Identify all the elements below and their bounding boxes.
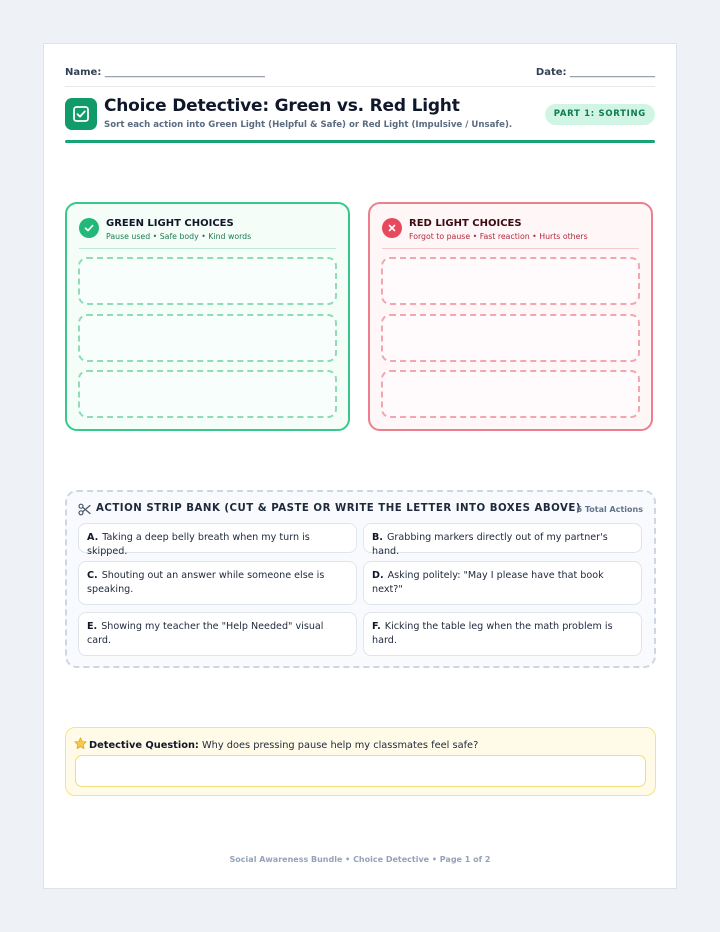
- detective-question: [65, 727, 656, 796]
- name-field[interactable]: [65, 67, 265, 78]
- action-strip[interactable]: [78, 612, 357, 656]
- green-card-subtitle: Pause used • Safe body • Kind words: [106, 232, 252, 241]
- check-icon: [79, 218, 99, 238]
- name-label: Name:: [65, 67, 102, 78]
- date-line: _________________: [570, 67, 655, 78]
- action-strip[interactable]: [78, 561, 357, 605]
- red-drop-box[interactable]: [381, 370, 640, 418]
- strip-text: Taking a deep belly breath when my turn is skipped.: [87, 532, 310, 557]
- title-divider: [65, 140, 655, 143]
- name-line: ________________________________: [104, 67, 265, 78]
- strip-text: Kicking the table leg when the math problem is hard.: [372, 621, 613, 646]
- strip-text: Asking politely: "May I please have that book next?": [372, 570, 604, 595]
- strip-letter: E.: [87, 621, 98, 632]
- red-card-title: RED LIGHT CHOICES: [409, 218, 522, 229]
- x-icon: [382, 218, 402, 238]
- title-block: [65, 96, 655, 142]
- action-strip[interactable]: [363, 612, 642, 656]
- page-title: Choice Detective: Green vs. Red Light: [104, 96, 460, 116]
- date-label: Date:: [535, 67, 567, 78]
- scissors-icon: [78, 503, 91, 516]
- strip-letter: C.: [87, 570, 98, 581]
- action-strip[interactable]: [363, 523, 642, 557]
- green-drop-box[interactable]: [78, 257, 337, 305]
- strip-letter: B.: [372, 532, 383, 543]
- star-icon: [74, 737, 87, 750]
- question-label: Detective Question:: [89, 740, 199, 751]
- page-footer: Social Awareness Bundle • Choice Detective • Page 1 of 2: [229, 855, 491, 864]
- red-card-divider: [382, 248, 639, 249]
- red-light-card: [368, 202, 653, 431]
- strip-letter: D.: [372, 570, 384, 581]
- action-strip[interactable]: [363, 561, 642, 605]
- red-card-subtitle: Forgot to pause • Fast reaction • Hurts others: [409, 232, 588, 241]
- worksheet-page: [43, 43, 677, 889]
- part-badge: PART 1: SORTING: [545, 104, 655, 125]
- question-text: Why does pressing pause help my classmates feel safe?: [201, 740, 479, 751]
- strip-text: Showing my teacher the "Help Needed" visual card.: [87, 621, 324, 646]
- red-drop-box[interactable]: [381, 314, 640, 362]
- green-card-divider: [79, 248, 336, 249]
- action-strip[interactable]: [78, 523, 357, 557]
- page-subtitle: Sort each action into Green Light (Helpful & Safe) or Red Light (Impulsive / Unsafe).: [104, 120, 513, 130]
- green-drop-box[interactable]: [78, 370, 337, 418]
- answer-box[interactable]: [75, 755, 646, 787]
- green-light-card: [65, 202, 350, 431]
- strip-letter: F.: [372, 621, 381, 632]
- red-drop-box[interactable]: [381, 257, 640, 305]
- green-drop-box[interactable]: [78, 314, 337, 362]
- bank-count: 6 Total Actions: [576, 505, 643, 514]
- bank-title: ACTION STRIP BANK (CUT & PASTE OR WRITE THE LETTER INTO BOXES ABOVE): [96, 503, 581, 514]
- strip-text: Grabbing markers directly out of my partner's hand.: [372, 532, 608, 557]
- green-card-title: GREEN LIGHT CHOICES: [106, 218, 234, 229]
- checkbox-icon: [65, 98, 97, 130]
- strip-letter: A.: [87, 532, 99, 543]
- date-field[interactable]: [536, 67, 655, 78]
- name-date-row: [65, 65, 655, 87]
- action-strip-bank: [65, 490, 656, 668]
- strip-text: Shouting out an answer while someone else is speaking.: [87, 570, 325, 595]
